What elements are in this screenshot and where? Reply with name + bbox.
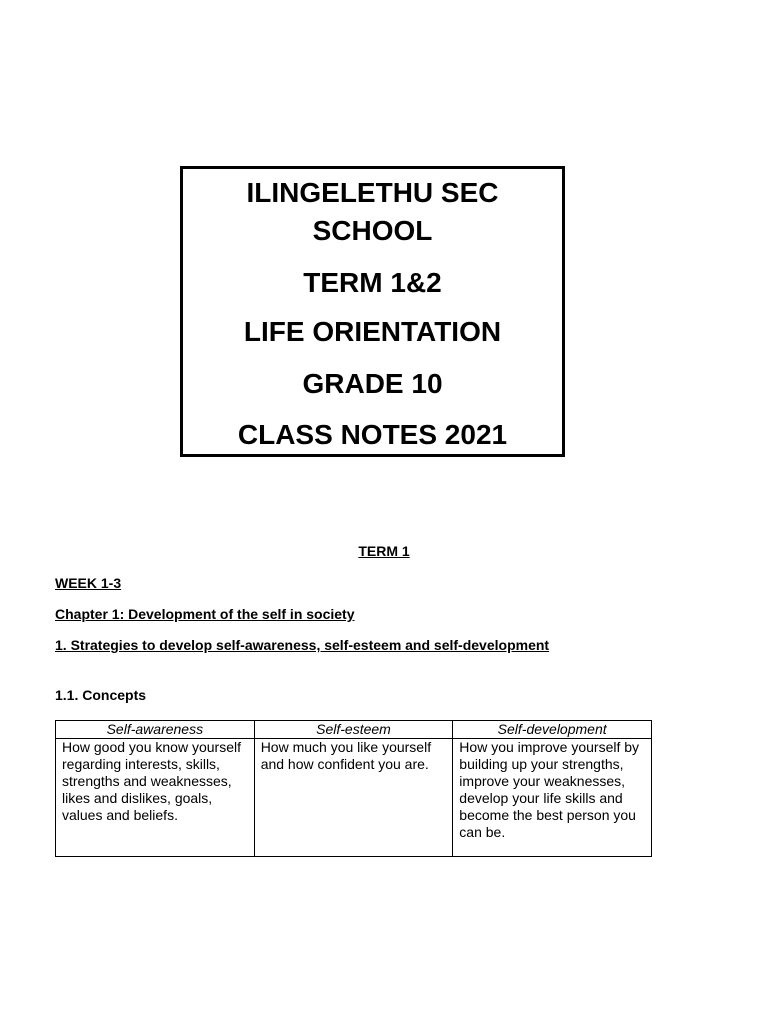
table-row xyxy=(56,739,652,857)
section-heading: 1. Strategies to develop self-awareness, self-esteem and self-development xyxy=(55,637,550,653)
title-term: TERM 1&2 xyxy=(303,267,442,298)
cell-self-development: How you improve yourself by building up your strengths, improve your weaknesses, develop your life skills and become the best person you can be. xyxy=(453,739,652,857)
subsection-heading: 1.1. Concepts xyxy=(55,687,147,703)
title-school-name-line1: ILINGELETHU SEC xyxy=(246,177,499,208)
title-box xyxy=(180,166,565,457)
table-header-row xyxy=(56,721,652,739)
week-heading: WEEK 1-3 xyxy=(55,575,122,591)
chapter-heading: Chapter 1: Development of the self in society xyxy=(55,606,355,622)
header-self-esteem: Self-esteem xyxy=(254,721,453,739)
title-class-notes: CLASS NOTES 2021 xyxy=(237,419,508,450)
header-self-awareness: Self-awareness xyxy=(56,721,255,739)
concepts-table xyxy=(55,720,652,857)
cell-self-esteem: How much you like yourself and how confident you are. xyxy=(254,739,453,857)
title-grade: GRADE 10 xyxy=(302,368,443,399)
cell-self-awareness: How good you know yourself regarding interests, skills, strengths and weaknesses, likes and dislikes, goals, values and beliefs. xyxy=(56,739,255,857)
title-school-name-line2: SCHOOL xyxy=(312,215,433,246)
term-heading: TERM 1 xyxy=(358,543,410,559)
header-self-development: Self-development xyxy=(453,721,652,739)
title-subject: LIFE ORIENTATION xyxy=(243,316,502,347)
